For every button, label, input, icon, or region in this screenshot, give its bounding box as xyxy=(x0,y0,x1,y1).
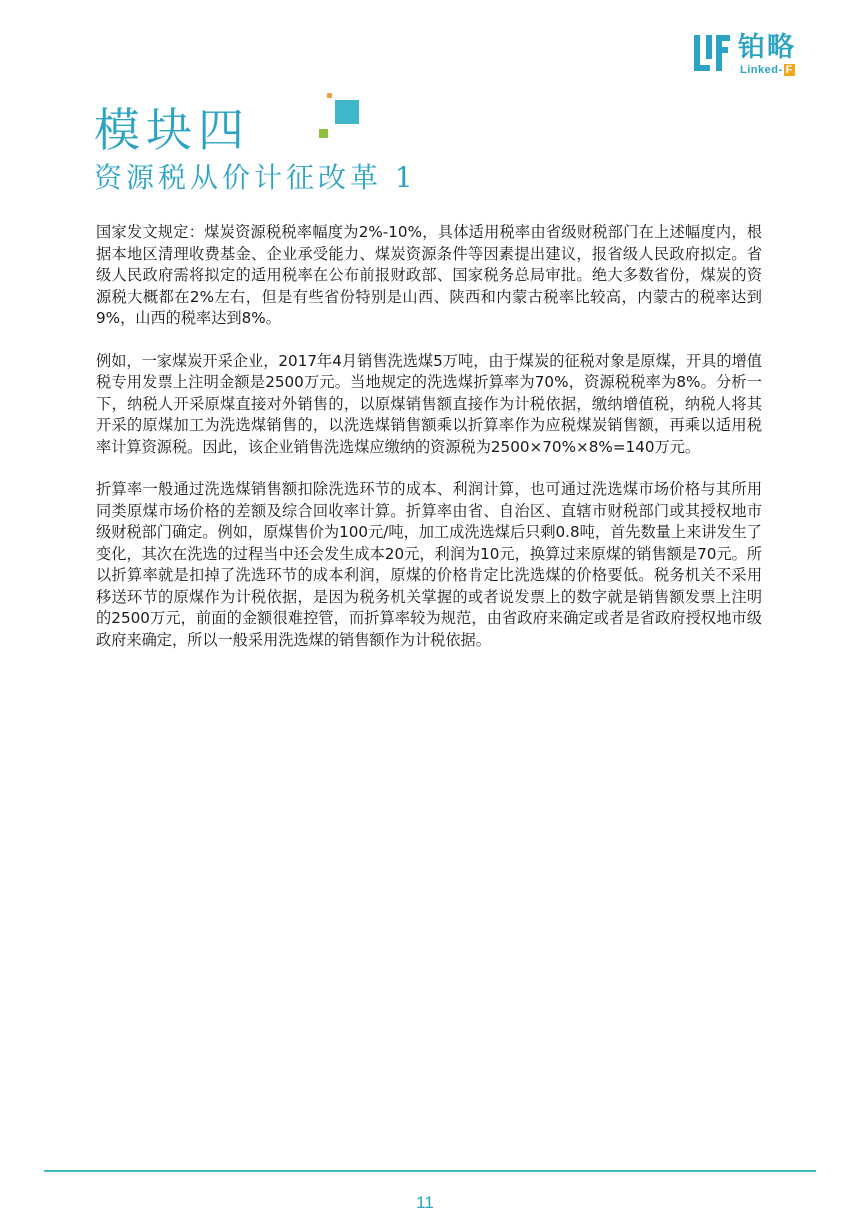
paragraph-1: 国家发文规定：煤炭资源税税率幅度为2%-10%，具体适用税率由省级财税部门在上述幅度内，根据本地区清理收费基金、企业承受能力、煤炭资源条件等因素提出建议，报省级人民政府拟定。省级人民政府需将拟定的适用税率在公布前报财政部、国家税务总局审批。绝大多数省份，煤炭的资源税大概都在2%左右，但是有些省份特别是山西、陕西和内蒙古税率比较高，内蒙古的税率达到9%，山西的税率达到8%。 xyxy=(96,223,762,327)
paragraph-2: 例如，一家煤炭开采企业，2017年4月销售洗选煤5万吨，由于煤炭的征税对象是原煤，开具的增值税专用发票上注明金额是2500万元。当地规定的洗选煤折算率为70%，资源税税率为8%。分析一下，纳税人开采原煤直接对外销售的，以原煤销售额直接作为计税依据，缴纳增值税，纳税人将其开采的原煤加工为洗选煤销售的，以洗选煤销售额乘以折算率作为应税煤炭销售额，再乘以适用税率计算资源税。因此，该企业销售洗选煤应缴纳的资源税为2500×70%×8%=140万元。 xyxy=(96,351,762,456)
decorative-square-orange xyxy=(327,93,332,98)
linked-f-logo-icon xyxy=(692,33,732,73)
paragraph-3: 折算率一般通过洗选煤销售额扣除洗选环节的成本、利润计算，也可通过洗选煤市场价格与其所用同类原煤市场价格的差额及综合回收率计算。折算率由省、自治区、直辖市财税部门或其授权地市级财税部门确定。例如，原煤售价为100元/吨，加工成洗选煤后只剩0.8吨，首先数量上来讲发生了变化，其次在洗选的过程当中还会发生成本20元，利润为10元，换算过来原煤的销售额是70元。所以折算率就是扣掉了洗选环节的成本利润，原煤的价格肯定比洗选煤的价格要低。税务机关不采用移送环节的原煤作为计税依据，是因为税务机关掌握的或者说发票上的数字就是销售额发票上注明的2500万元，前面的金额很难控管，而折算率较为规范，由省政府来确定或者是省政府授权地市级政府来确定，所以一般采用洗选煤的销售额作为计税依据。 xyxy=(96,480,762,649)
brand-name-en-text: Linked- xyxy=(740,64,783,76)
page-subtitle: 资源税从价计征改革 1 xyxy=(94,161,417,194)
body-text xyxy=(96,222,762,672)
decorative-square-teal xyxy=(335,100,359,124)
page-number: 11 xyxy=(416,1193,434,1212)
decorative-square-green xyxy=(319,129,328,138)
brand-name-cn: 铂略 xyxy=(738,32,796,63)
brand-name-en-suffix: F xyxy=(785,64,793,76)
brand-name-en xyxy=(740,64,795,76)
brand-logo xyxy=(692,33,820,75)
footer-divider xyxy=(44,1170,816,1172)
page-title: 模块四 xyxy=(94,103,250,157)
